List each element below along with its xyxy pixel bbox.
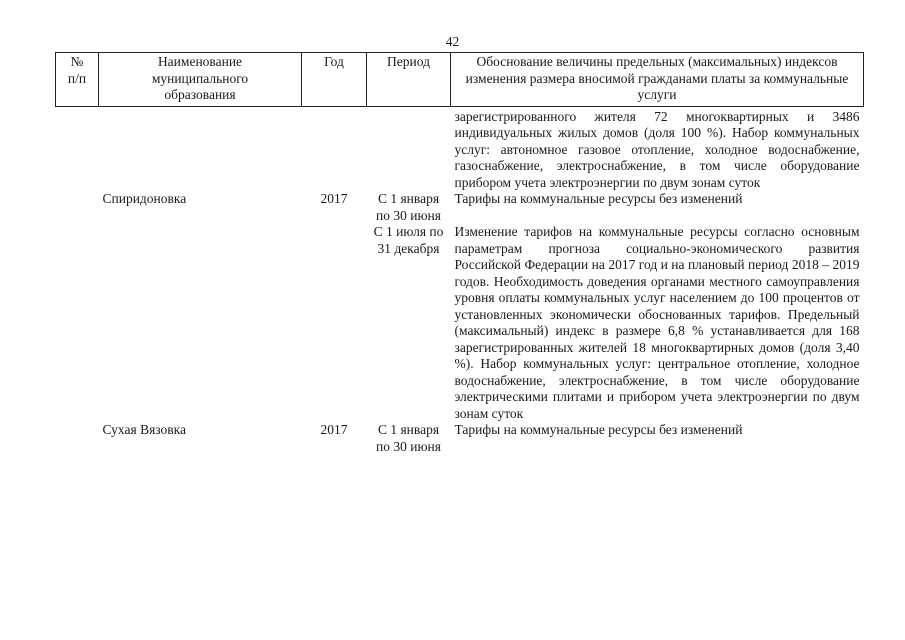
row-municipality: Сухая Вязовка [102, 422, 187, 437]
table-row [56, 422, 864, 455]
table-header-row [56, 53, 864, 107]
row-municipality [99, 106, 302, 191]
row-year [302, 106, 367, 191]
page-number: 42 [445, 34, 460, 49]
row-justification: Изменение тарифов на коммунальные ресурсы согласно основным параметрам прогноза социально-экономического развития Российской Федерации на 2017 год и на плановый период 2018 – 2019 годов. Необходимость доведения органами местного самоуправления уровня оплаты коммунальных услуг населением до 100 процентов от установленных экономически обоснованных тарифов. Предельный (максимальный) индекс в размере 6,8 % устанавливается для 168 зарегистрированных жителей 18 многоквартирных домов (доля 3,40 %). Набор коммунальных услуг: центральное отопление, холодное водоснабжение, электроснабжение, в том числе оборудование электрическими плитами и прибором учета электроэнергии по двум зонам суток [454, 224, 860, 421]
row-number [56, 224, 99, 422]
header-municipality: Наименование муниципального образования [99, 53, 302, 107]
table-row [56, 191, 864, 224]
row-municipality [99, 224, 302, 422]
header-justification: Обоснование величины предельных (максимальных) индексов изменения размера вносимой гражданами платы за коммунальные услуги [451, 53, 864, 107]
row-year: 2017 [320, 191, 348, 206]
row-period [367, 106, 451, 191]
tariff-table [55, 52, 864, 455]
row-number [56, 106, 99, 191]
table-row [56, 106, 864, 191]
row-municipality: Спиридоновка [102, 191, 187, 206]
row-period: С 1 июля по 31 декабря [373, 224, 444, 256]
row-year: 2017 [320, 422, 348, 437]
row-year [302, 224, 367, 422]
row-period: С 1 января по 30 июня [376, 191, 441, 223]
row-number [56, 191, 99, 224]
row-justification: Тарифы на коммунальные ресурсы без изменений [454, 422, 743, 437]
header-period: Период [367, 53, 451, 107]
row-justification: зарегистрированного жителя 72 многоквартирных и 3486 индивидуальных жилых домов (доля 100 %). Набор коммунальных услуг: автономное газовое отопление, холодное водоснабжение, газоснабжение, электроснабжение, в том числе оборудование прибором учета электроэнергии по двум зонам суток [454, 108, 860, 190]
row-justification: Тарифы на коммунальные ресурсы без изменений [454, 191, 743, 206]
row-number [56, 422, 99, 455]
header-number: № п/п [56, 53, 99, 107]
table-row [56, 224, 864, 422]
header-year: Год [302, 53, 367, 107]
row-period: С 1 января по 30 июня [376, 422, 441, 454]
